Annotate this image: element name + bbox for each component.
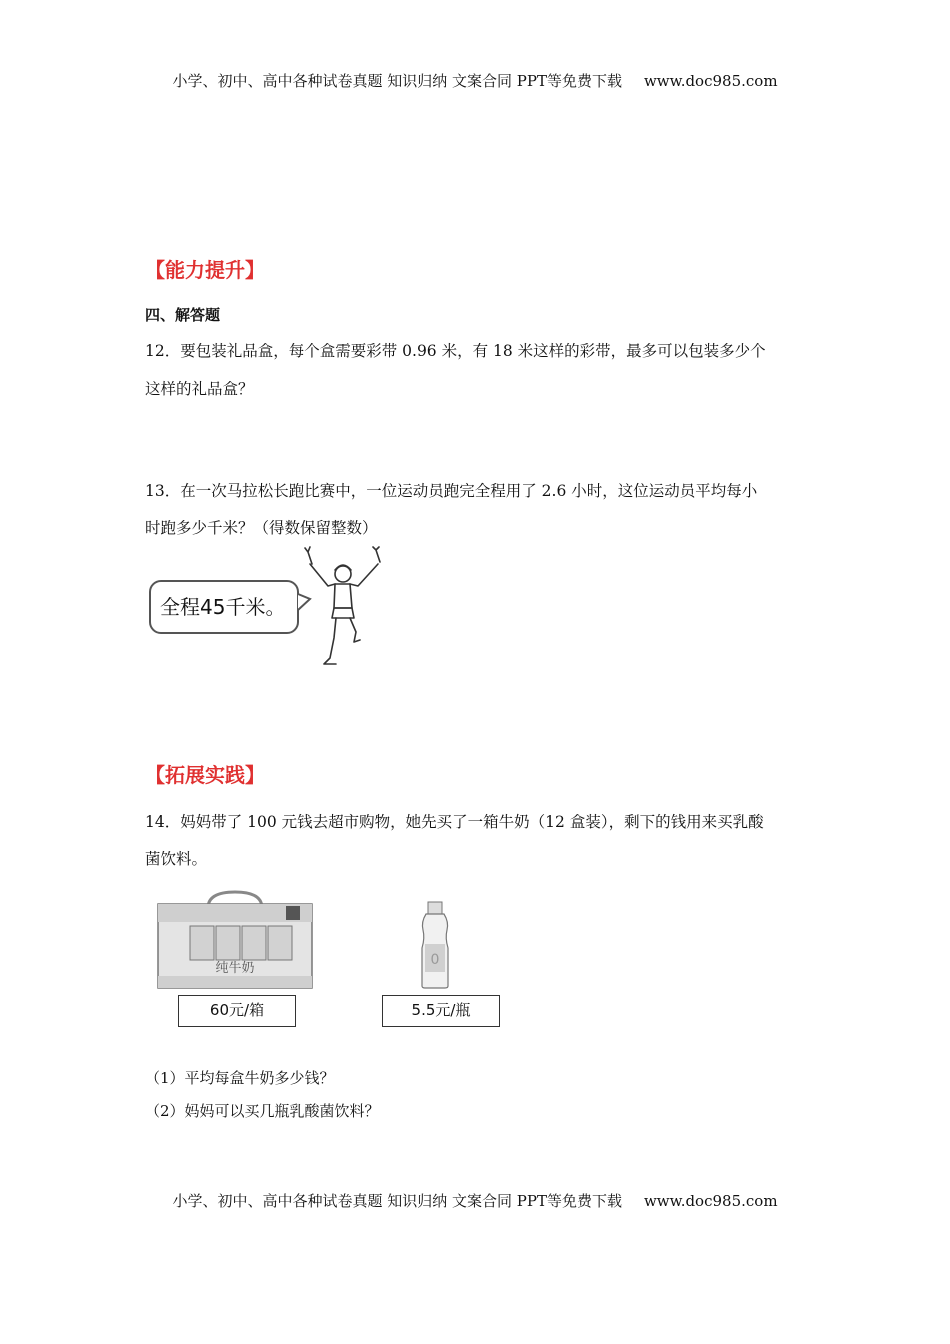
page-header bbox=[0, 70, 950, 91]
milk-box-image bbox=[150, 890, 320, 990]
q12-line1: 12．要包装礼品盒，每个盒需要彩带 0.96 米，有 18 米这样的彩带，最多可以包装多少个 bbox=[145, 342, 766, 360]
page-footer bbox=[0, 1190, 950, 1211]
milk-price-label: 60元/箱 bbox=[178, 995, 296, 1027]
runner-figure-icon bbox=[300, 546, 390, 674]
svg-text:0: 0 bbox=[430, 952, 440, 968]
q13-line1: 13．在一次马拉松长跑比赛中，一位运动员跑完全程用了 2.6 小时，这位运动员平均每小 bbox=[145, 482, 758, 500]
footer-site: www.doc985.com bbox=[643, 1192, 778, 1210]
section-title-extension: 【拓展实践】 bbox=[145, 763, 265, 787]
q14-line1: 14．妈妈带了 100 元钱去超市购物，她先买了一箱牛奶（12 盒装），剩下的钱用来买乳酸 bbox=[145, 813, 764, 831]
q12-line2: 这样的礼品盒？ bbox=[145, 380, 254, 398]
speech-bubble bbox=[149, 580, 299, 634]
drink-price-label: 5.5元/瓶 bbox=[382, 995, 500, 1027]
milk-box-label: 纯牛奶 bbox=[215, 961, 255, 976]
footer-text: 小学、初中、高中各种试卷真题 知识归纳 文案合同 PPT等免费下载 bbox=[172, 1192, 622, 1210]
q14-sub2: （2）妈妈可以买几瓶乳酸菌饮料？ bbox=[145, 1102, 380, 1120]
q14-line2: 菌饮料。 bbox=[145, 850, 208, 868]
drink-bottle-image bbox=[415, 900, 455, 990]
q14-sub1: （1）平均每盒牛奶多少钱？ bbox=[145, 1069, 335, 1087]
part-title: 四、解答题 bbox=[145, 306, 221, 324]
section-title-ability: 【能力提升】 bbox=[145, 258, 265, 282]
q13-line2: 时跑多少千米？（得数保留整数） bbox=[145, 519, 378, 537]
header-site: www.doc985.com bbox=[643, 72, 778, 90]
speech-bubble-text: 全程45千米。 bbox=[160, 595, 286, 619]
header-text: 小学、初中、高中各种试卷真题 知识归纳 文案合同 PPT等免费下载 bbox=[172, 72, 622, 90]
